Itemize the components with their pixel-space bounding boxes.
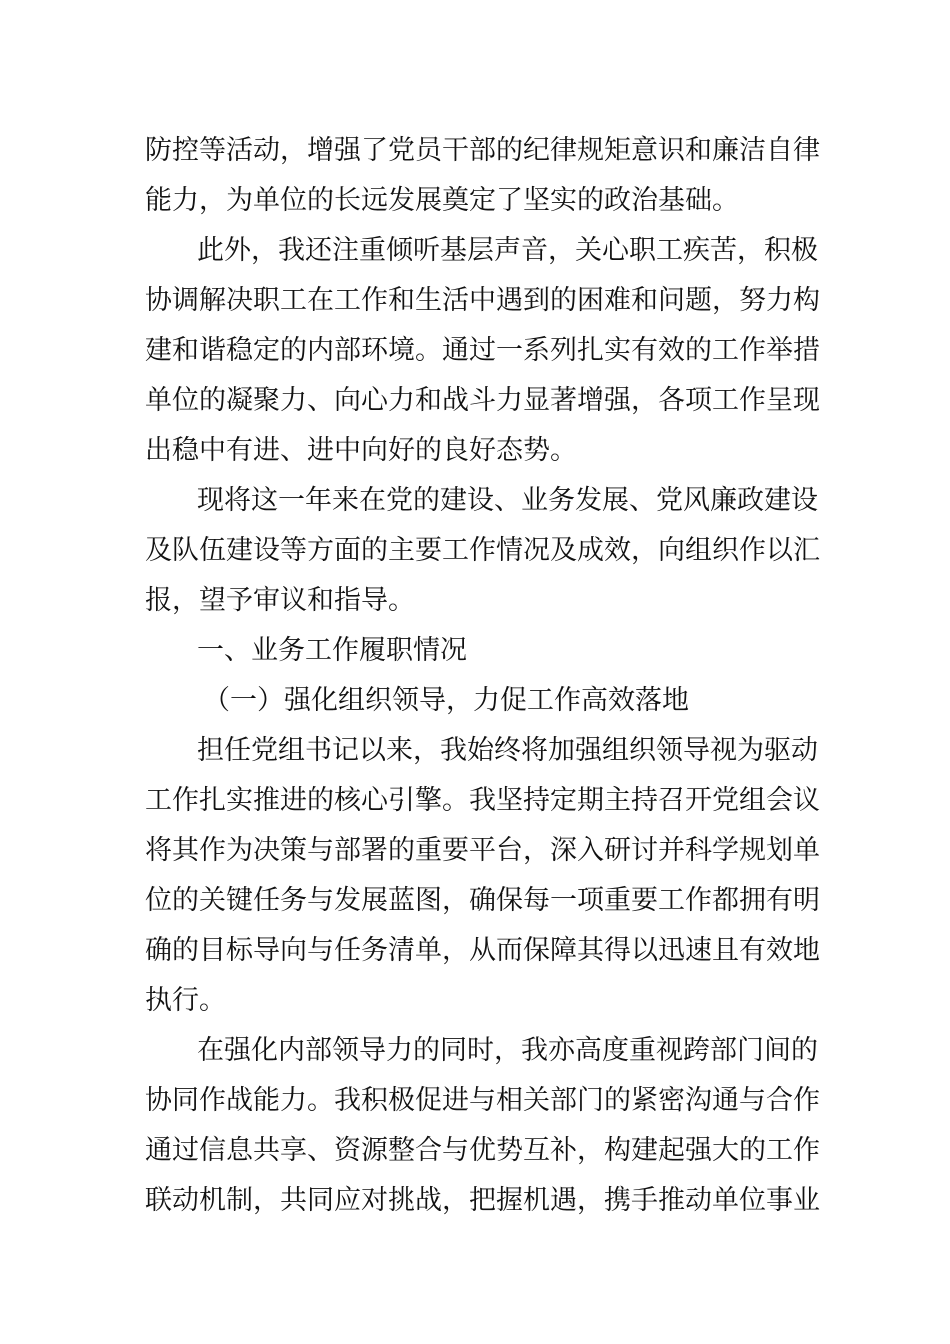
text-line: 及队伍建设等方面的主要工作情况及成效，向组织作以汇 [145,535,820,566]
section-heading: 一、业务工作履职情况 [197,635,467,666]
text-line: 联动机制，共同应对挑战，把握机遇，携手推动单位事业 [145,1185,820,1216]
text-line: 在强化内部领导力的同时，我亦高度重视跨部门间的 [197,1035,818,1066]
text-line: 协同作战能力。我积极促进与相关部门的紧密沟通与合作 [145,1085,820,1116]
text-line: 能力，为单位的长远发展奠定了坚实的政治基础。 [145,185,739,216]
text-line: 确的目标导向与任务清单，从而保障其得以迅速且有效地 [145,935,820,966]
text-line: 此外，我还注重倾听基层声音，关心职工疾苦，积极 [197,235,818,266]
text-line: 工作扎实推进的核心引擎。我坚持定期主持召开党组会议 [145,785,820,816]
text-line: 协调解决职工在工作和生活中遇到的困难和问题，努力构 [145,285,820,316]
text-line: 执行。 [145,985,226,1016]
text-line: 报，望予审议和指导。 [145,585,415,616]
subsection-heading: （一）强化组织领导，力促工作高效落地 [203,685,689,716]
text-line: 担任党组书记以来，我始终将加强组织领导视为驱动 [197,735,818,766]
text-line: 将其作为决策与部署的重要平台，深入研讨并科学规划单 [145,835,820,866]
text-line: 出稳中有进、进中向好的良好态势。 [145,435,577,466]
text-line: 防控等活动，增强了党员干部的纪律规矩意识和廉洁自律 [145,135,820,166]
text-line: 单位的凝聚力、向心力和战斗力显著增强，各项工作呈现 [145,385,820,416]
text-line: 位的关键任务与发展蓝图，确保每一项重要工作都拥有明 [145,885,820,916]
document-body [145,126,820,1226]
text-line: 建和谐稳定的内部环境。通过一系列扎实有效的工作举措 [145,335,820,366]
text-line: 现将这一年来在党的建设、业务发展、党风廉政建设 [197,485,818,516]
text-line: 通过信息共享、资源整合与优势互补，构建起强大的工作 [145,1135,820,1166]
